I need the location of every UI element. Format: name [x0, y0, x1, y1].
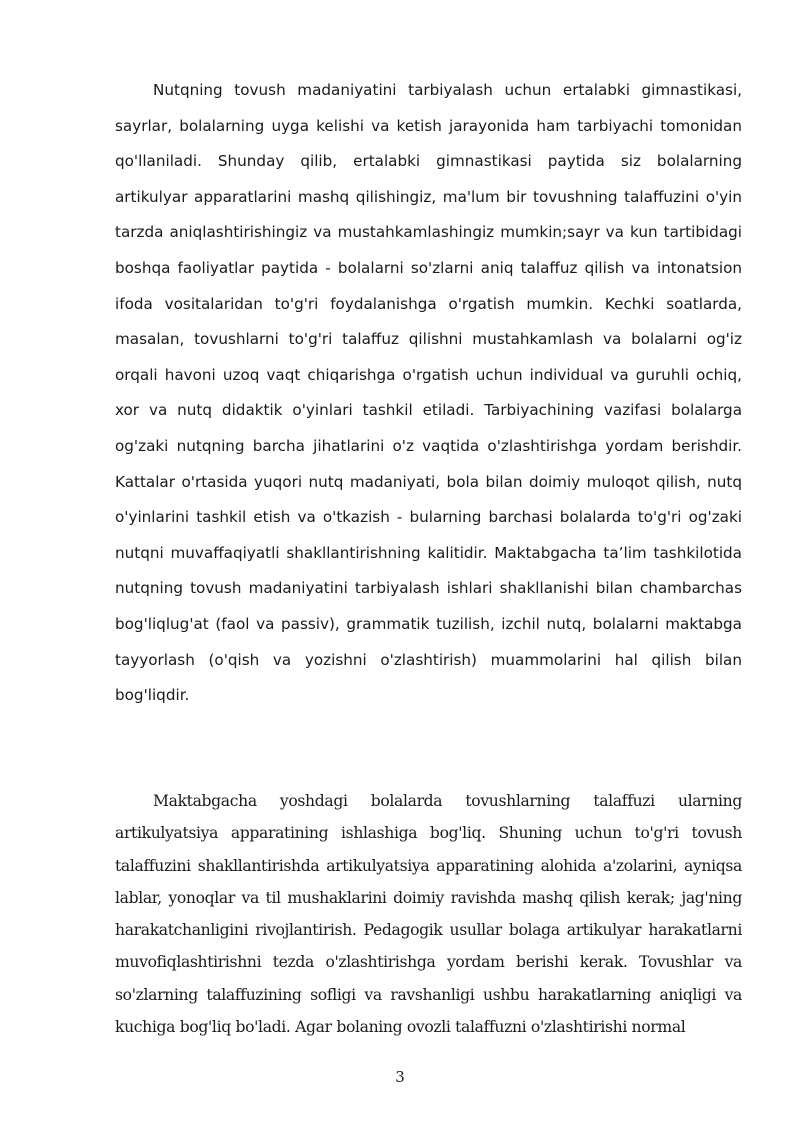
page-number: 3 [395, 1068, 405, 1086]
paragraph-text: Maktabgacha yoshdagi bolalarda tovushlarning talaffuzi ularning artikulyatsiya apparatining ishlashiga bog'liq. Shuning uchun to'g'ri tovush talaffuzini shakllantirishda artikulyatsiya apparatining alohida a'zolarini, ayniqsa lablar, yonoqlar va til mushaklarini doimiy ravishda mashq qilish kerak; jag'ning harakatchanligini rivojlantirish. Pedagogik usullar bolaga artikulyar harakatlarni muvofiqlashtirishni tezda o'zlashtirishga yordam berishi kerak. Tovushlar va so'zlarning talaffuzining sofligi va ravshanligi ushbu harakatlarning aniqligi va kuchiga bog'liq bo'ladi. Agar bolaning ovozli talaffuzni o'zlashtirishi normal [115, 792, 742, 1037]
body-paragraph-1 [115, 73, 742, 714]
body-paragraph-2 [115, 785, 742, 1043]
paragraph-text: Nutqning tovush madaniyatini tarbiyalash uchun ertalabki gimnastikasi, sayrlar, bolalarning uyga kelishi va ketish jarayonida ham tarbiyachi tomonidan qo'llaniladi. Shunday qilib, ertalabki gimnastikasi paytida siz bolalarning artikulyar apparatlarini mashq qilishingiz, ma'lum bir tovushning talaffuzini o'yin tarzda aniqlashtirishingiz va mustahkamlashingiz mumkin;sayr va kun tartibidagi boshqa faoliyatlar paytida - bolalarni so'zlarni aniq talaffuz qilish va intonatsion ifoda vositalaridan to'g'ri foydalanishga o'rgatish mumkin. Kechki soatlarda, masalan, tovushlarni to'g'ri talaffuz qilishni mustahkamlash va bolalarni og'iz orqali havoni uzoq vaqt chiqarishga o'rgatish uchun individual va guruhli ochiq, xor va nutq didaktik o'yinlari tashkil etiladi. Tarbiyachining vazifasi bolalarga og'zaki nutqning barcha jihatlarini o'z vaqtida o'zlashtirishga yordam berishdir. Kattalar o'rtasida yuqori nutq madaniyati, bola bilan doimiy muloqot qilish, nutq o'yinlarini tashkil etish va o'tkazish - bularning barchasi bolalarda to'g'ri og'zaki nutqni muvaffaqiyatli shakllantirishning kalitidir. Maktabgacha ta’lim tashkilotida nutqning tovush madaniyatini tarbiyalash ishlari shakllanishi bilan chambarchas bog'liqlug'at (faol va passiv), grammatik tuzilish, izchil nutq, bolalarni maktabga tayyorlash (o'qish va yozishni o'zlashtirish) muammolarini hal qilish bilan bog'liqdir. [115, 81, 742, 705]
